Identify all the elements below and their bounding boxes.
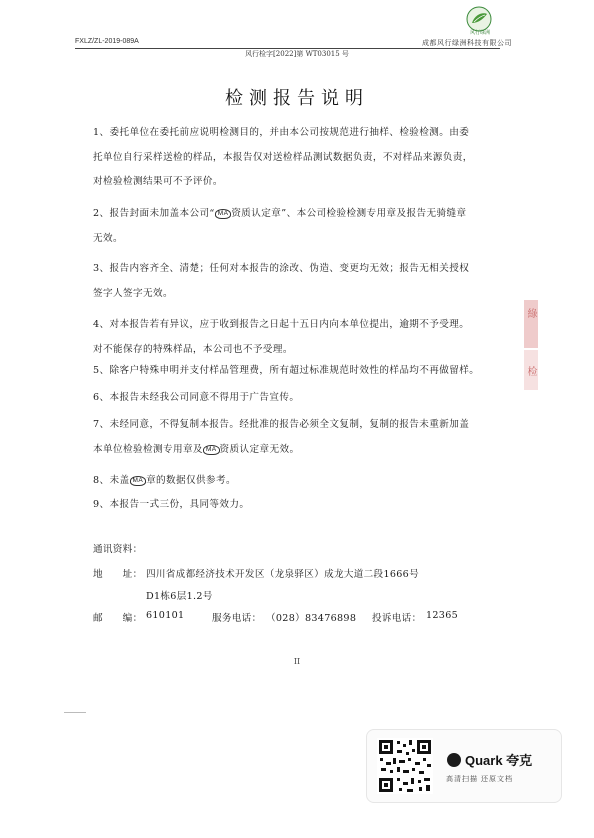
item-3-line-2: 签字人签字无效。 (93, 287, 173, 299)
seal-text-2: 检 (525, 366, 536, 376)
item-1-line-1: 1、委托单位在委托前应说明检测目的，并由本公司按规范进行抽样、检验检测。由委 (93, 127, 470, 138)
item-3-line-1: 3、报告内容齐全、清楚；任何对本报告的涂改、伪造、变更均无效；报告无相关授权 (93, 263, 470, 274)
item-7 (93, 413, 513, 462)
report-number: 风行检字[2022]第 WT03015 号 (245, 50, 349, 58)
item-8 (93, 469, 513, 494)
item-4-line-1: 4、对本报告若有异议，应于收到报告之日起十五日内向本单位提出，逾期不予受理。 (93, 319, 470, 330)
company-name: 成都风行绿洲科技有限公司 (422, 39, 512, 47)
address-label: 地 址： (93, 569, 143, 580)
item-9 (93, 493, 513, 518)
ma-seal-icon: MA (203, 445, 220, 455)
item-2-text-b: 资质认定章”、本公司检验检测专用章及报告无骑缝章 (231, 208, 467, 219)
contact-heading: 通讯资料： (93, 544, 143, 555)
item-1-line-2: 托单位自行采样送检的样品，本报告仅对送检样品测试数据负责，不对样品来源负责， (93, 151, 473, 163)
ma-seal-icon: MA (130, 476, 147, 486)
item-2-line-2: 无效。 (93, 232, 123, 244)
item-2 (93, 202, 513, 251)
item-2-text-a: 2、报告封面未加盖本公司“ (93, 208, 215, 219)
postcode-label: 邮 编： (93, 613, 143, 624)
item-1 (93, 121, 513, 195)
document-code: FXLZ/ZL-2019-089A (75, 38, 139, 45)
item-7-text-b: 资质认定章无效。 (219, 443, 300, 455)
item-4 (93, 313, 513, 362)
footer-mark (64, 712, 86, 713)
item-8-text-b: 章的数据仅供参考。 (146, 475, 237, 486)
service-phone-value: （028）83476898 (266, 613, 357, 624)
item-7-text-a: 本单位检验检测专用章及 (93, 443, 203, 455)
item-6 (93, 386, 513, 411)
item-1-line-3: 对检验检测结果可不予评价。 (93, 176, 223, 188)
complaint-phone-label: 投诉电话： (372, 613, 422, 624)
qr-code-icon (377, 738, 433, 794)
address-line-1: 四川省成都经济技术开发区（龙泉驿区）成龙大道二段1666号 (146, 569, 419, 580)
complaint-phone-value: 12365 (426, 610, 459, 621)
quark-logo-icon (447, 753, 461, 767)
item-8-text-a: 8、未盖 (93, 475, 130, 486)
page-number: II (293, 657, 301, 666)
page-title: 检测报告说明 (225, 88, 369, 109)
quark-tagline: 高清扫描 还原文档 (446, 776, 513, 783)
item-4-line-2: 对不能保存的特殊样品，本公司也不予受理。 (93, 343, 293, 355)
item-5-line: 5、除客户特殊申明并支付样品管理费，所有超过标准规范时效性的样品均不再做留样。 (93, 365, 480, 376)
quark-brand: Quark 夸克 (465, 753, 533, 768)
item-3 (93, 257, 513, 306)
item-9-line: 9、本报告一式三份，具同等效力。 (93, 499, 250, 510)
seal-text: 綠 (525, 308, 536, 318)
item-5 (93, 359, 513, 384)
address-line-2: D1栋6层1.2号 (146, 591, 213, 602)
service-phone-label: 服务电话： (212, 613, 262, 624)
logo-text: 风行绿洲 (469, 30, 490, 36)
postcode-value: 610101 (146, 610, 185, 621)
ma-seal-icon: MA (215, 209, 232, 219)
item-6-line: 6、本报告未经我公司同意不得用于广告宣传。 (93, 392, 300, 403)
item-7-line-1: 7、未经同意，不得复制本报告。经批准的报告必须全文复制，复制的报告未重新加盖 (93, 419, 470, 430)
